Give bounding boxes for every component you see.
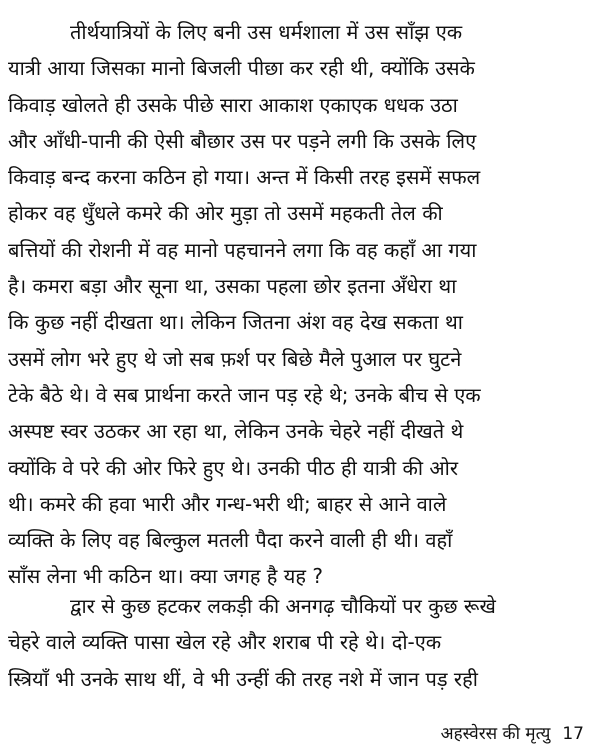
page-number: 17 bbox=[562, 724, 584, 744]
text-line: व्यक्ति के लिए वह बिल्कुल मतली पैदा करने वाली ही थी। वहाँ bbox=[8, 528, 453, 553]
text-line: उसमें लोग भरे हुए थे जो सब फ़र्श पर बिछे मैले पुआल पर घुटने bbox=[8, 346, 462, 371]
text-line: साँस लेना भी कठिन था। क्या जगह है यह ? bbox=[8, 564, 323, 589]
text-line: बत्तियों की रोशनी में वह मानो पहचानने लगा कि वह कहाँ आ गया bbox=[8, 237, 477, 262]
text-line: द्वार से कुछ हटकर लकड़ी की अनगढ़ चौकियों पर कुछ रूखे bbox=[70, 594, 496, 618]
paragraph-2 bbox=[0, 588, 600, 697]
paragraph-1 bbox=[0, 14, 600, 595]
text-line: यात्री आया जिसका मानो बिजली पीछा कर रही थी, क्योंकि उसके bbox=[8, 56, 475, 81]
text-line: चेहरे वाले व्यक्ति पासा खेल रहे और शराब पी रहे थे। दो-एक bbox=[8, 630, 442, 655]
text-line: स्त्रियाँ भी उनके साथ थीं, वे भी उन्हीं की तरह नशे में जान पड़ रही bbox=[8, 666, 478, 691]
page-footer bbox=[441, 722, 584, 746]
text-line: किवाड़ खोलते ही उसके पीछे सारा आकाश एकाएक धधक उठा bbox=[8, 92, 458, 117]
text-line: किवाड़ बन्द करना कठिन हो गया। अन्त में किसी तरह इसमें सफल bbox=[8, 165, 481, 190]
text-line: थी। कमरे की हवा भारी और गन्ध-भरी थी; बाहर से आने वाले bbox=[8, 491, 447, 516]
running-title: अहस्वेरस की मृत्यु bbox=[440, 724, 551, 744]
text-line: होकर वह धुँधले कमरे की ओर मुड़ा तो उसमें महकती तेल की bbox=[8, 201, 443, 226]
text-line: टेके बैठे थे। वे सब प्रार्थना करते जान पड़ रहे थे; उनके बीच से एक bbox=[8, 382, 481, 407]
text-line: है। कमरा बड़ा और सूना था, उसका पहला छोर इतना अँधेरा था bbox=[8, 274, 457, 299]
text-line: क्योंकि वे परे की ओर फिरे हुए थे। उनकी पीठ ही यात्री की ओर bbox=[8, 455, 459, 480]
text-line: और आँधी-पानी की ऐसी बौछार उस पर पड़ने लगी कि उसके लिए bbox=[8, 128, 477, 153]
text-line: तीर्थयात्रियों के लिए बनी उस धर्मशाला में उस साँझ एक bbox=[70, 20, 463, 44]
text-line: अस्पष्ट स्वर उठकर आ रहा था, लेकिन उनके चेहरे नहीं दीखते थे bbox=[8, 419, 464, 444]
text-line: कि कुछ नहीं दीखता था। लेकिन जितना अंश वह देख सकता था bbox=[8, 310, 463, 335]
